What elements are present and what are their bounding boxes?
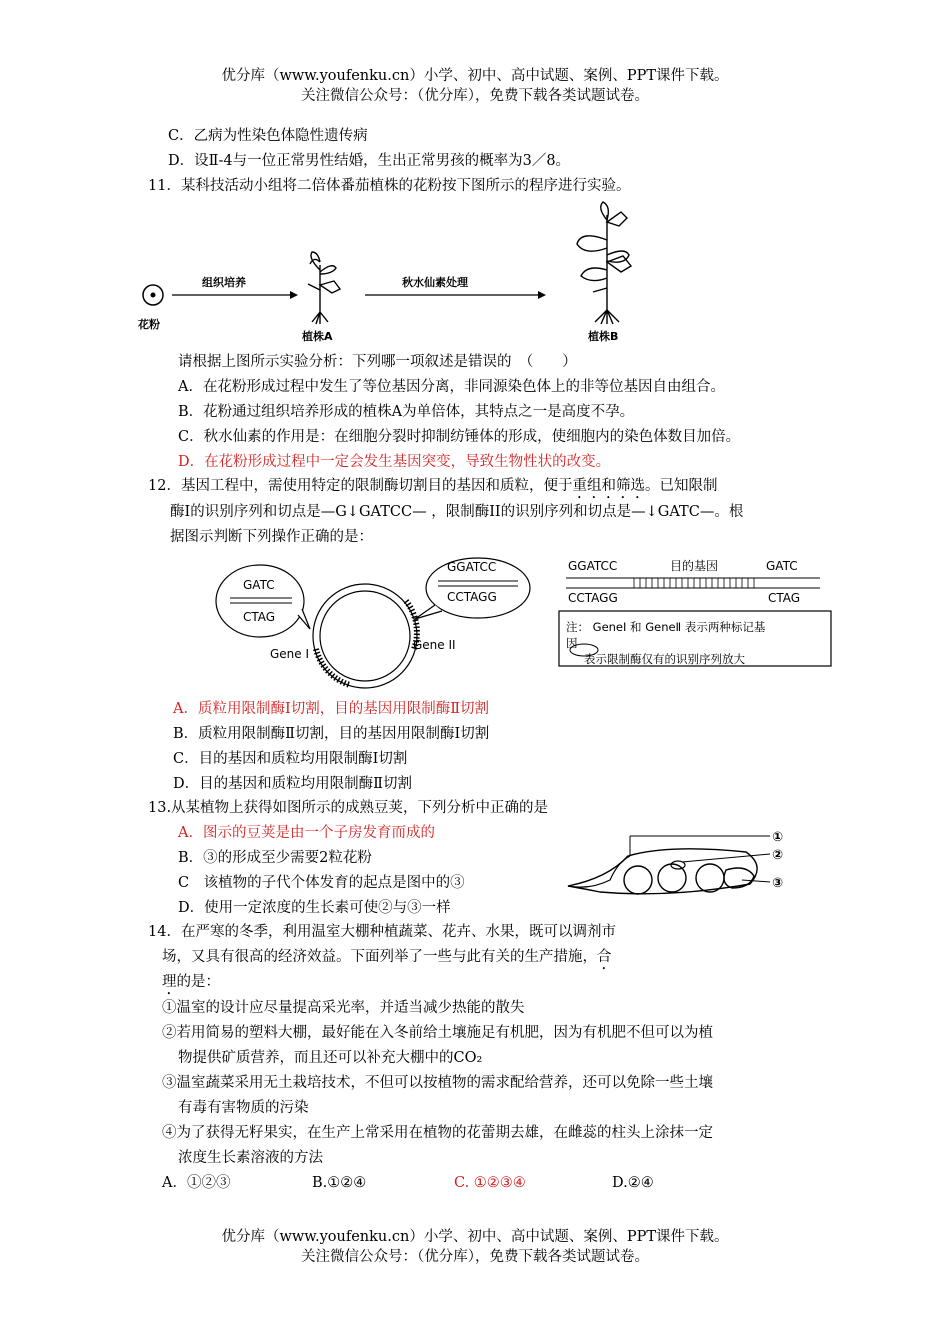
q13-option-b: B．③的形成至少需要2粒花粉: [178, 850, 372, 866]
gene-ii-label: Gene II: [413, 638, 456, 652]
q13-pod-figure: [560, 822, 800, 902]
footer-line-1: 优分库（www.youfenku.cn）小学、初中、高中试题、案例、PPT课件下载。: [221, 1229, 729, 1245]
seed-1: [624, 866, 652, 894]
q13-stem: 13.从某植物上获得如图所示的成熟豆荚，下列分析中正确的是: [148, 800, 549, 816]
q11-stem: 11．某科技活动小组将二倍体番茄植株的花粉按下图所示的程序进行实验。: [148, 178, 631, 194]
q14-option-c-answer: C. ①②③④: [454, 1175, 526, 1191]
plant-a-label: 植株A: [302, 330, 333, 343]
q11-option-d-answer: D．在花粉形成过程中一定会发生基因突变，导致生物性状的改变。: [178, 454, 611, 470]
q14-item-3b: 有毒有害物质的污染: [178, 1100, 309, 1116]
q14-item-2b: 物提供矿质营养，而且还可以补充大棚中的CO₂: [178, 1050, 483, 1066]
q11-option-c: C．秋水仙素的作用是：在细胞分裂时抑制纺锤体的形成，使细胞内的染色体数目加倍。: [178, 429, 741, 445]
q12-plasmid-figure: [210, 553, 540, 693]
emphasis-he: 合: [597, 949, 612, 965]
q14-stem-3: 理的是：: [162, 974, 220, 990]
target-gene-hatch: [634, 578, 754, 588]
q12-target-gene-figure: [558, 553, 836, 671]
note-line-2: 因: [566, 636, 578, 650]
emphasis-recombine: 重组和筛选: [572, 478, 645, 494]
q10-option-d: D．设Ⅱ-4与一位正常男性结婚，生出正常男孩的概率为3／8。: [168, 153, 571, 169]
q14-option-d: D.②④: [612, 1175, 654, 1191]
emphasis-li: 理: [162, 974, 177, 990]
plant-a-icon: [308, 252, 340, 324]
q12-stem-3: 据图示判断下列操作正确的是：: [170, 529, 373, 545]
label-2: ②: [772, 848, 784, 863]
q14-item-1: ①温室的设计应尽量提高采光率，并适当减少热能的散失: [162, 1000, 525, 1016]
note-line-1: 注： GeneⅠ 和 GeneⅡ 表示两种标记基: [566, 620, 766, 634]
target-gene-label: 目的基因: [670, 559, 719, 573]
plant-b-label: 植株B: [588, 330, 619, 343]
left-gatc: GATC: [243, 578, 275, 592]
label-1: ①: [772, 830, 784, 845]
q12-option-b: B．质粒用限制酶Ⅱ切割，目的基因用限制酶Ⅰ切割: [173, 726, 490, 742]
q14-stem-2: 场，又具有很高的经济效益。下面列举了一些与此有关的生产措施，合: [162, 949, 612, 965]
q14-item-4a: ④为了获得无籽果实，在生产上常采用在植物的花蕾期去雄，在雌蕊的柱头上涂抹一定: [162, 1125, 713, 1141]
q14-stem-1: 14．在严寒的冬季，利用温室大棚种植蔬菜、花卉、水果，既可以调剂市: [148, 924, 616, 940]
seed-4: [724, 868, 754, 888]
q14-item-4b: 浓度生长素溶液的方法: [178, 1150, 323, 1166]
plasmid-outer: [313, 584, 417, 688]
target-cctagg: CCTAGG: [568, 591, 618, 605]
q11-figure: [130, 200, 720, 350]
q12-option-a-answer: A．质粒用限制酶Ⅰ切割，目的基因用限制酶Ⅱ切割: [173, 701, 490, 717]
note-line-3: 表示限制酶仅有的识别序列放大: [584, 652, 745, 666]
plant-b-icon: [577, 202, 631, 324]
header-line-1: 优分库（www.youfenku.cn）小学、初中、高中试题、案例、PPT课件下载。: [221, 68, 729, 84]
q14-item-3a: ③温室蔬菜采用无土栽培技术，不但可以按植物的需求配给营养，还可以免除一些土壤: [162, 1075, 713, 1091]
q12-stem-2: 酶Ⅰ的识别序列和切点是—G↓GATCC— ，限制酶II的识别序列和切点是—↓GATC—。根: [170, 504, 744, 520]
q11-ask: 请根据上图所示实验分析：下列哪一项叙述是错误的 （ ）: [178, 354, 577, 370]
q11-option-a: A．在花粉形成过程中发生了等位基因分离，非同源染色体上的非等位基因自由组合。: [178, 379, 725, 395]
target-gatc: GATC: [766, 559, 798, 573]
q14-option-a: A．①②③: [162, 1175, 231, 1191]
q12-option-c: C．目的基因和质粒均用限制酶Ⅰ切割: [173, 751, 408, 767]
plasmid-inner: [320, 591, 410, 681]
q13-option-c: C 该植物的子代个体发育的起点是图中的③: [178, 875, 465, 891]
left-ctag: CTAG: [243, 610, 276, 624]
footer-line-2: 关注微信公众号：（优分库），免费下载各类试题试卷。: [301, 1249, 649, 1265]
q14-item-2a: ②若用简易的塑料大棚，最好能在入冬前给土壤施足有机肥，因为有机肥不但可以为植: [162, 1025, 713, 1041]
left-callout-bubble: [216, 565, 304, 637]
q11-option-b: B．花粉通过组织培养形成的植株A为单倍体，其特点之一是高度不孕。: [178, 404, 635, 420]
step-tissue-culture-label: 组织培养: [202, 276, 246, 289]
q13-option-d: D．使用一定浓度的生长素可使②与③一样: [178, 900, 451, 916]
right-ggatcc: GGATCC: [447, 560, 497, 574]
q12-stem-1: 12．基因工程中，需使用特定的限制酶切割目的基因和质粒，便于重组和筛选。已知限制: [148, 478, 718, 494]
q14-option-b: B.①②④: [312, 1175, 367, 1191]
q13-option-a-answer: A．图示的豆荚是由一个子房发育而成的: [178, 825, 435, 841]
seed-3: [696, 864, 724, 892]
q12-option-d: D．目的基因和质粒均用限制酶Ⅱ切割: [173, 776, 412, 792]
right-cctagg: CCTAGG: [447, 590, 497, 604]
step-colchicine-label: 秋水仙素处理: [402, 276, 468, 289]
label-3: ③: [772, 876, 784, 891]
pollen-label: 花粉: [138, 318, 160, 331]
target-ctag: CTAG: [768, 591, 801, 605]
gene-i-label: Gene I: [270, 647, 310, 661]
header-line-2: 关注微信公众号：（优分库），免费下载各类试题试卷。: [301, 88, 649, 104]
q10-option-c: C．乙病为性染色体隐性遗传病: [168, 128, 368, 144]
target-ggatcc: GGATCC: [568, 559, 618, 573]
